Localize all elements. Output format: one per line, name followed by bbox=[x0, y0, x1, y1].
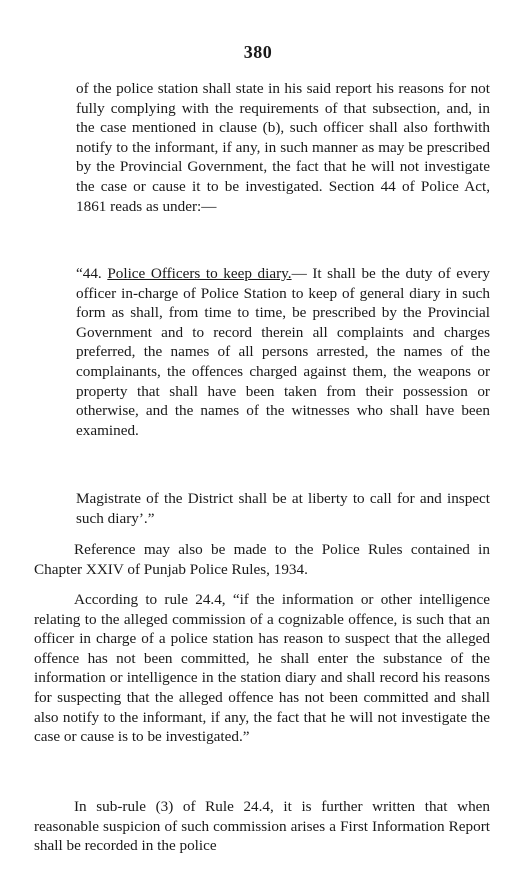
section-heading: Police Officers to keep diary. bbox=[107, 265, 292, 282]
page-number: 380 bbox=[243, 42, 273, 62]
section-body: — It shall be the duty of every officer in-charge of Police Station to keep of general diary in such form as shall, from time to time, be prescribed by the Provincial Government and to record therein all complaints and charges preferred, the names of all persons arrested, the names of the complainants, the offences charged against them, the weapons or property that shall have been taken from their possession or otherwise, and the names of the witnesses who shall have been examined. bbox=[76, 265, 491, 439]
paragraph-police-rules-reference: Reference may also be made to the Police Rules contained in Chapter XXIV of Punjab Police Rules, 1934. bbox=[34, 541, 490, 578]
paragraph-section-157-continuation: of the police station shall state in his said report his reasons for not fully complying with the requirements of that subsection, and, in the case mentioned in clause (b), such officer shall also forthwith notify to the informant, if any, in such manner as may be prescribed by the Provincial Government, the fact that he will not investigate the case or cause it to be investigated. Section 44 of Police Act, 1861 reads as under:— bbox=[76, 80, 490, 215]
paragraph-sub-rule-3: In sub-rule (3) of Rule 24.4, it is further written that when reasonable suspicion of such commission arises a First Information Report shall be recorded in the police bbox=[34, 798, 490, 855]
paragraph-magistrate-quote: Magistrate of the District shall be at liberty to call for and inspect such diary’.” bbox=[76, 490, 490, 527]
paragraph-rule-24-4: According to rule 24.4, “if the information or other intelligence relating to the alleged commission of a cognizable offence, is such that an officer in charge of a police station has reason to suspect that the alleged offence has not been committed, he shall enter the substance of the information or intelligence in the station diary and shall record his reasons for suspecting that the alleged offence has not been committed and shall also notify to the informant, if any, the fact that he will not investigate the case or cause is to be investigated.” bbox=[34, 591, 490, 746]
section-number: “44. bbox=[76, 265, 108, 282]
paragraph-section-44-quote bbox=[76, 264, 490, 440]
